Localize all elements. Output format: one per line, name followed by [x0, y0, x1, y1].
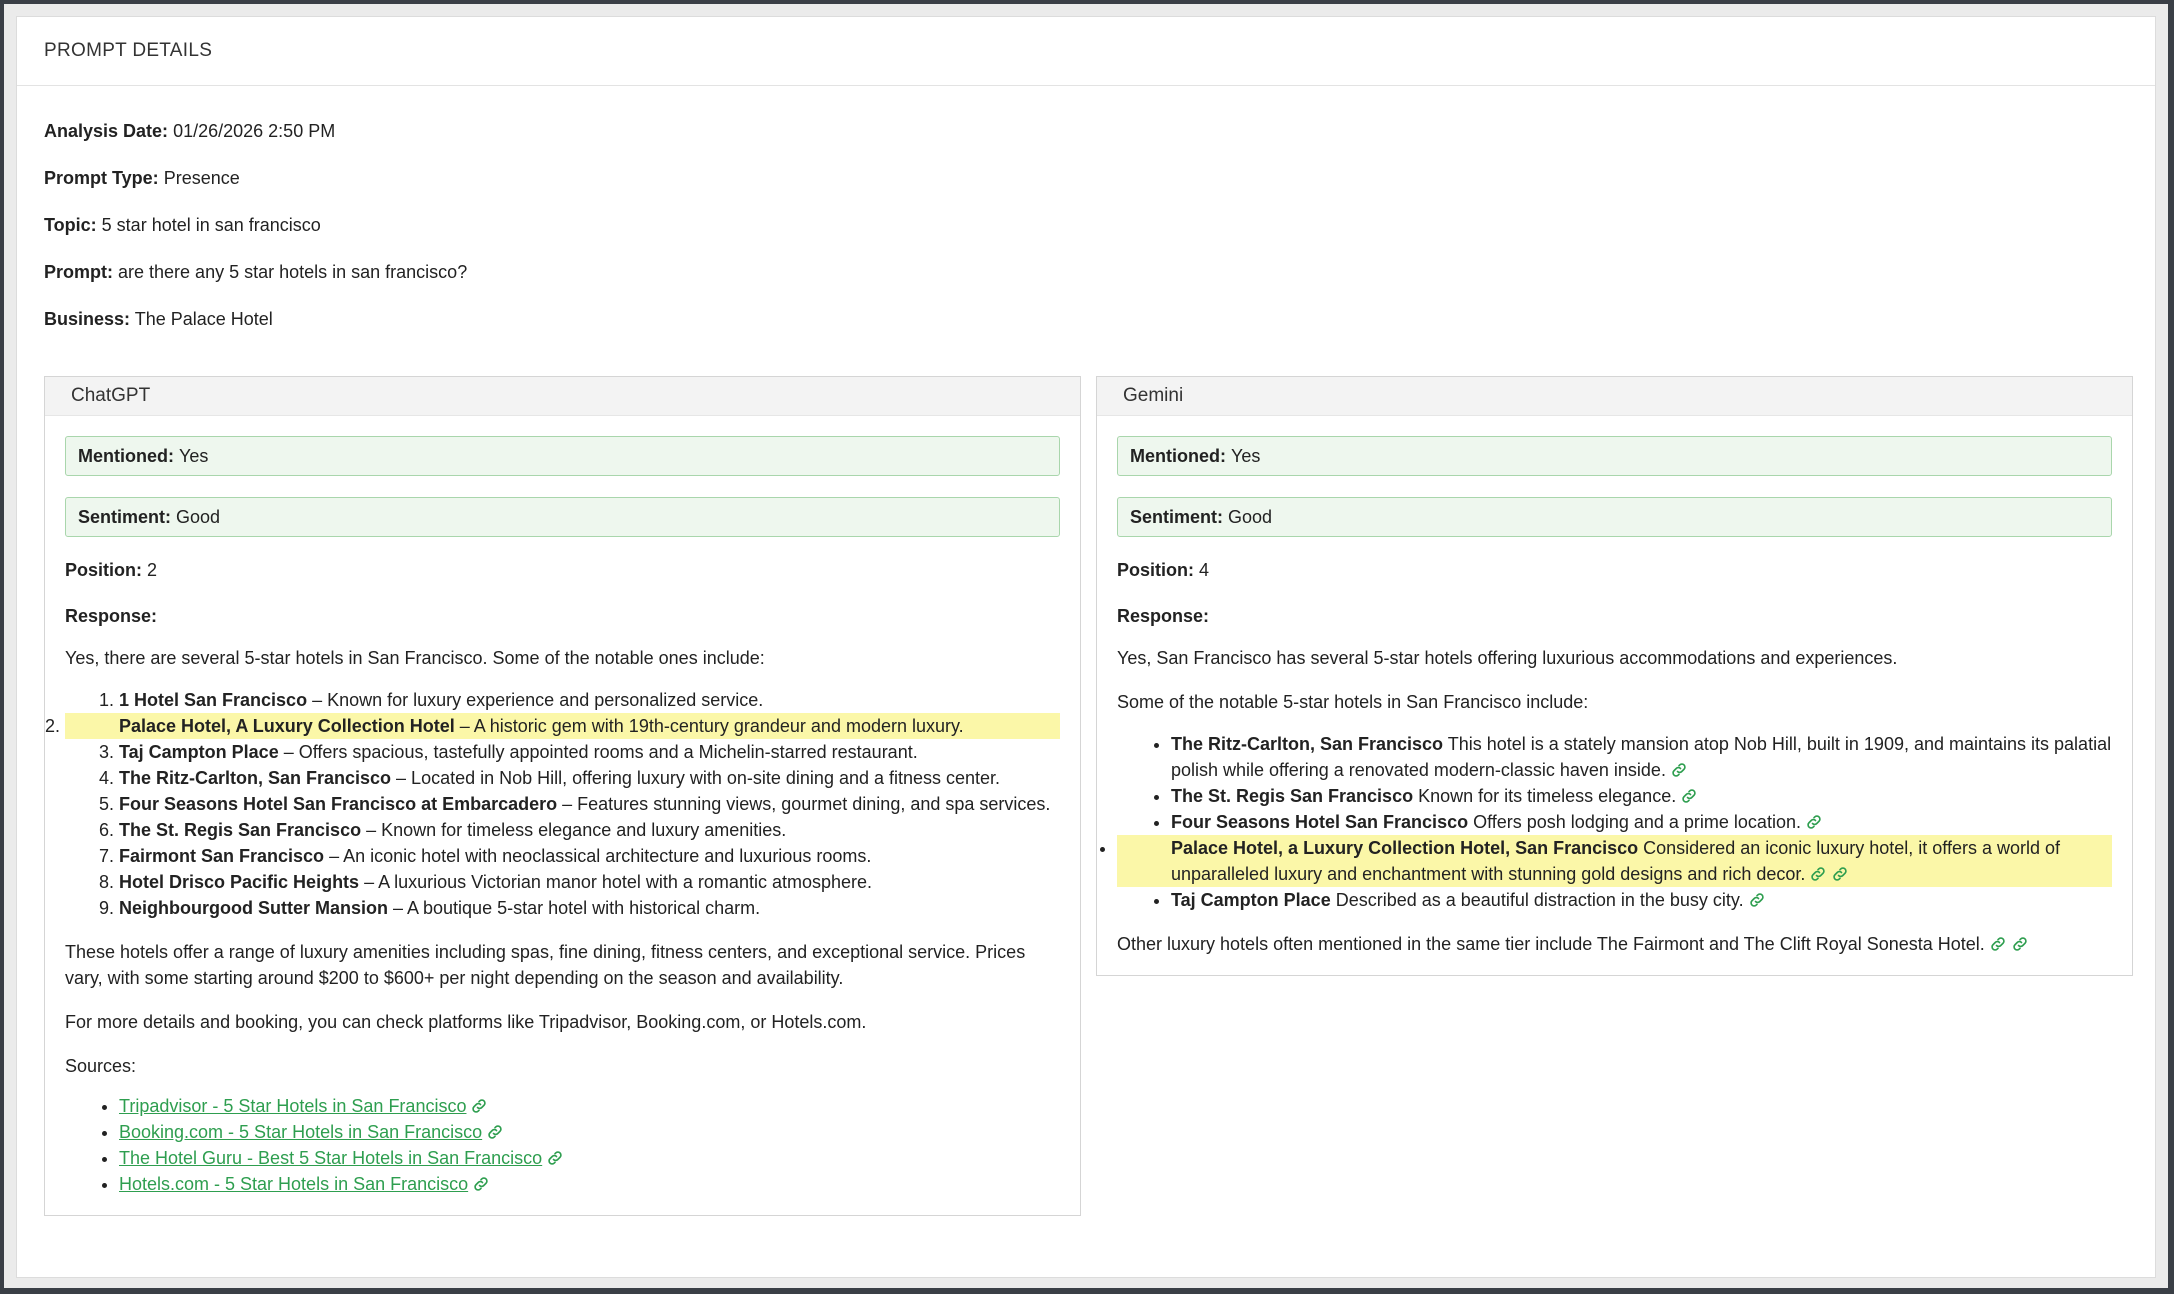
chatgpt-sentiment-value: Good: [176, 506, 221, 527]
analysis-date-value: 01/26/2026 2:50 PM: [173, 121, 336, 141]
hotel-desc: – Offers spacious, tastefully appointed rooms and a Michelin-starred restaurant.: [278, 742, 918, 762]
link-icon[interactable]: [470, 1096, 488, 1114]
business-row: [44, 309, 467, 356]
chatgpt-panel: [44, 376, 1081, 1216]
link-icon[interactable]: [546, 1148, 564, 1166]
gemini-outro-text: Other luxury hotels often mentioned in the same tier include The Fairmont and The Clift Royal Sonesta Hotel.: [1117, 934, 1985, 954]
hotel-name: Hotel Drisco Pacific Heights: [119, 872, 360, 892]
list-item: [119, 843, 1060, 869]
gemini-sentiment-value: Good: [1228, 506, 1273, 527]
list-item: [119, 1119, 1060, 1145]
link-icon[interactable]: [1748, 890, 1766, 908]
link-icon[interactable]: [486, 1122, 504, 1140]
chatgpt-response-heading: [65, 605, 1060, 627]
sentiment-label: Sentiment:: [78, 506, 172, 527]
hotel-name: Fairmont San Francisco: [119, 846, 325, 866]
hotel-desc: – A boutique 5-star hotel with historical charm.: [387, 898, 761, 918]
list-item: [119, 1171, 1060, 1197]
chatgpt-mentioned-value: Yes: [179, 445, 209, 466]
source-link-tripadvisor[interactable]: Tripadvisor - 5 Star Hotels in San Francisco: [119, 1096, 467, 1116]
source-link-hotels-com[interactable]: Hotels.com - 5 Star Hotels in San Francisco: [119, 1174, 469, 1194]
list-item: [119, 1145, 1060, 1171]
list-item: [119, 687, 1060, 713]
prompt-row: [44, 262, 467, 309]
hotel-name: Neighbourgood Sutter Mansion: [119, 898, 388, 918]
chatgpt-paragraph-amenities: These hotels offer a range of luxury amenities including spas, fine dining, fitness centers, and exceptional service. Prices vary, with some starting around $200 to $600+ per night depending on the season and availability.: [65, 942, 1026, 988]
link-icon[interactable]: [1809, 864, 1827, 882]
hotel-name: The St. Regis San Francisco: [1171, 786, 1414, 806]
gemini-position: [1117, 559, 2112, 581]
analysis-date-row: [44, 121, 467, 168]
chatgpt-paragraph-booking: For more details and booking, you can check platforms like Tripadvisor, Booking.com, or Hotels.com.: [65, 1012, 867, 1032]
hotel-name: Taj Campton Place: [119, 742, 279, 762]
hotel-desc: – A luxurious Victorian manor hotel with a romantic atmosphere.: [359, 872, 873, 892]
hotel-name: Four Seasons Hotel San Francisco at Embarcadero: [119, 794, 558, 814]
chatgpt-hotel-list: [65, 687, 1060, 921]
topic-row: [44, 215, 467, 262]
business-value: The Palace Hotel: [134, 309, 273, 329]
hotel-desc: – An iconic hotel with neoclassical architecture and luxurious rooms.: [324, 846, 872, 866]
prompt-type-row: [44, 168, 467, 215]
hotel-name: Four Seasons Hotel San Francisco: [1171, 812, 1469, 832]
mentioned-label: Mentioned:: [78, 445, 174, 466]
list-item: [119, 895, 1060, 921]
sentiment-label: Sentiment:: [1130, 506, 1224, 527]
topic-label: Topic:: [44, 215, 97, 235]
business-label: Business:: [44, 309, 131, 329]
chatgpt-panel-title: [45, 377, 1080, 416]
response-label: Response:: [65, 606, 158, 626]
link-icon[interactable]: [2011, 934, 2029, 952]
link-icon[interactable]: [1989, 934, 2007, 952]
mentioned-label: Mentioned:: [1130, 445, 1226, 466]
sources-label: Sources:: [65, 1056, 137, 1076]
chatgpt-intro: Yes, there are several 5-star hotels in San Francisco. Some of the notable ones include:: [65, 648, 765, 668]
hotel-desc: This hotel is a stately mansion atop Nob Hill, built in 1909, and maintains its palatial polish while offering a renovated modern-classic haven inside.: [1171, 734, 2112, 780]
list-item: [119, 869, 1060, 895]
list-item: [1171, 731, 2112, 783]
link-icon[interactable]: [1831, 864, 1849, 882]
hotel-name: The Ritz-Carlton, San Francisco: [1171, 734, 1444, 754]
prompt-type-value: Presence: [163, 168, 240, 188]
response-label: Response:: [1117, 606, 1210, 626]
prompt-label: Prompt:: [44, 262, 113, 282]
link-icon[interactable]: [1680, 786, 1698, 804]
list-item: [119, 765, 1060, 791]
card-header: [17, 17, 2155, 86]
hotel-desc: Considered an iconic luxury hotel, it offers a world of unparalleled luxury and enchantment with stunning gold designs and rich decor.: [1171, 838, 2061, 884]
hotel-desc: – Features stunning views, gourmet dining, and spa services.: [557, 794, 1051, 814]
gemini-mentioned-value: Yes: [1231, 445, 1261, 466]
hotel-name: The Ritz-Carlton, San Francisco: [119, 768, 392, 788]
gemini-response-heading: [1117, 605, 2112, 627]
list-item: [119, 817, 1060, 843]
list-item: [119, 1093, 1060, 1119]
link-icon[interactable]: [1805, 812, 1823, 830]
gemini-mentioned-box: [1117, 436, 2112, 476]
window-frame: [4, 4, 2168, 1288]
hotel-name: 1 Hotel San Francisco: [119, 690, 308, 710]
hotel-name: Taj Campton Place: [1171, 890, 1331, 910]
hotel-desc: Offers posh lodging and a prime location.: [1468, 812, 1801, 832]
gemini-title: Gemini: [1123, 385, 1184, 406]
source-link-booking[interactable]: Booking.com - 5 Star Hotels in San Francisco: [119, 1122, 483, 1142]
link-icon[interactable]: [1670, 760, 1688, 778]
sources-list: [65, 1093, 1060, 1197]
gemini-hotel-list: [1117, 731, 2112, 913]
gemini-panel: [1096, 376, 2133, 976]
hotel-name: The St. Regis San Francisco: [119, 820, 362, 840]
chatgpt-title: ChatGPT: [71, 385, 151, 406]
prompt-meta: [44, 121, 467, 356]
chatgpt-position-value: 2: [147, 560, 158, 580]
prompt-type-label: Prompt Type:: [44, 168, 159, 188]
list-item-highlighted: [65, 713, 1060, 739]
gemini-sentiment-box: [1117, 497, 2112, 537]
hotel-name: Palace Hotel, a Luxury Collection Hotel, San Francisco: [1171, 838, 1639, 858]
list-item: [1171, 783, 2112, 809]
list-item: [1171, 809, 2112, 835]
prompt-value: are there any 5 star hotels in san francisco?: [118, 262, 468, 282]
position-label: Position:: [65, 560, 142, 580]
list-item: [119, 739, 1060, 765]
list-item: [1171, 887, 2112, 913]
gemini-panel-title: [1097, 377, 2132, 416]
topic-value: 5 star hotel in san francisco: [101, 215, 321, 235]
gemini-position-value: 4: [1199, 560, 1210, 580]
position-label: Position:: [1117, 560, 1194, 580]
hotel-desc: Known for its timeless elegance.: [1413, 786, 1677, 806]
gemini-intro-2: Some of the notable 5-star hotels in San Francisco include:: [1117, 692, 1589, 712]
hotel-desc: – A historic gem with 19th-century grandeur and modern luxury.: [454, 716, 964, 736]
gemini-outro: [1117, 931, 2112, 957]
hotel-desc: – Located in Nob Hill, offering luxury with on-site dining and a fitness center.: [391, 768, 1001, 788]
hotel-desc: – Known for timeless elegance and luxury amenities.: [361, 820, 787, 840]
analysis-date-label: Analysis Date:: [44, 121, 169, 141]
gemini-intro: Yes, San Francisco has several 5-star hotels offering luxurious accommodations and experiences.: [1117, 648, 1898, 668]
chatgpt-mentioned-box: [65, 436, 1060, 476]
chatgpt-position: [65, 559, 1060, 581]
hotel-desc: – Known for luxury experience and personalized service.: [307, 690, 764, 710]
chatgpt-sentiment-box: [65, 497, 1060, 537]
link-icon[interactable]: [472, 1174, 490, 1192]
hotel-desc: Described as a beautiful distraction in the busy city.: [1330, 890, 1744, 910]
list-item-highlighted: [1117, 835, 2112, 887]
hotel-name: Palace Hotel, A Luxury Collection Hotel: [119, 716, 455, 736]
prompt-details-card: [16, 16, 2156, 1278]
list-item: [119, 791, 1060, 817]
source-link-hotel-guru[interactable]: The Hotel Guru - Best 5 Star Hotels in San Francisco: [119, 1148, 543, 1168]
page-title: PROMPT DETAILS: [44, 40, 213, 61]
